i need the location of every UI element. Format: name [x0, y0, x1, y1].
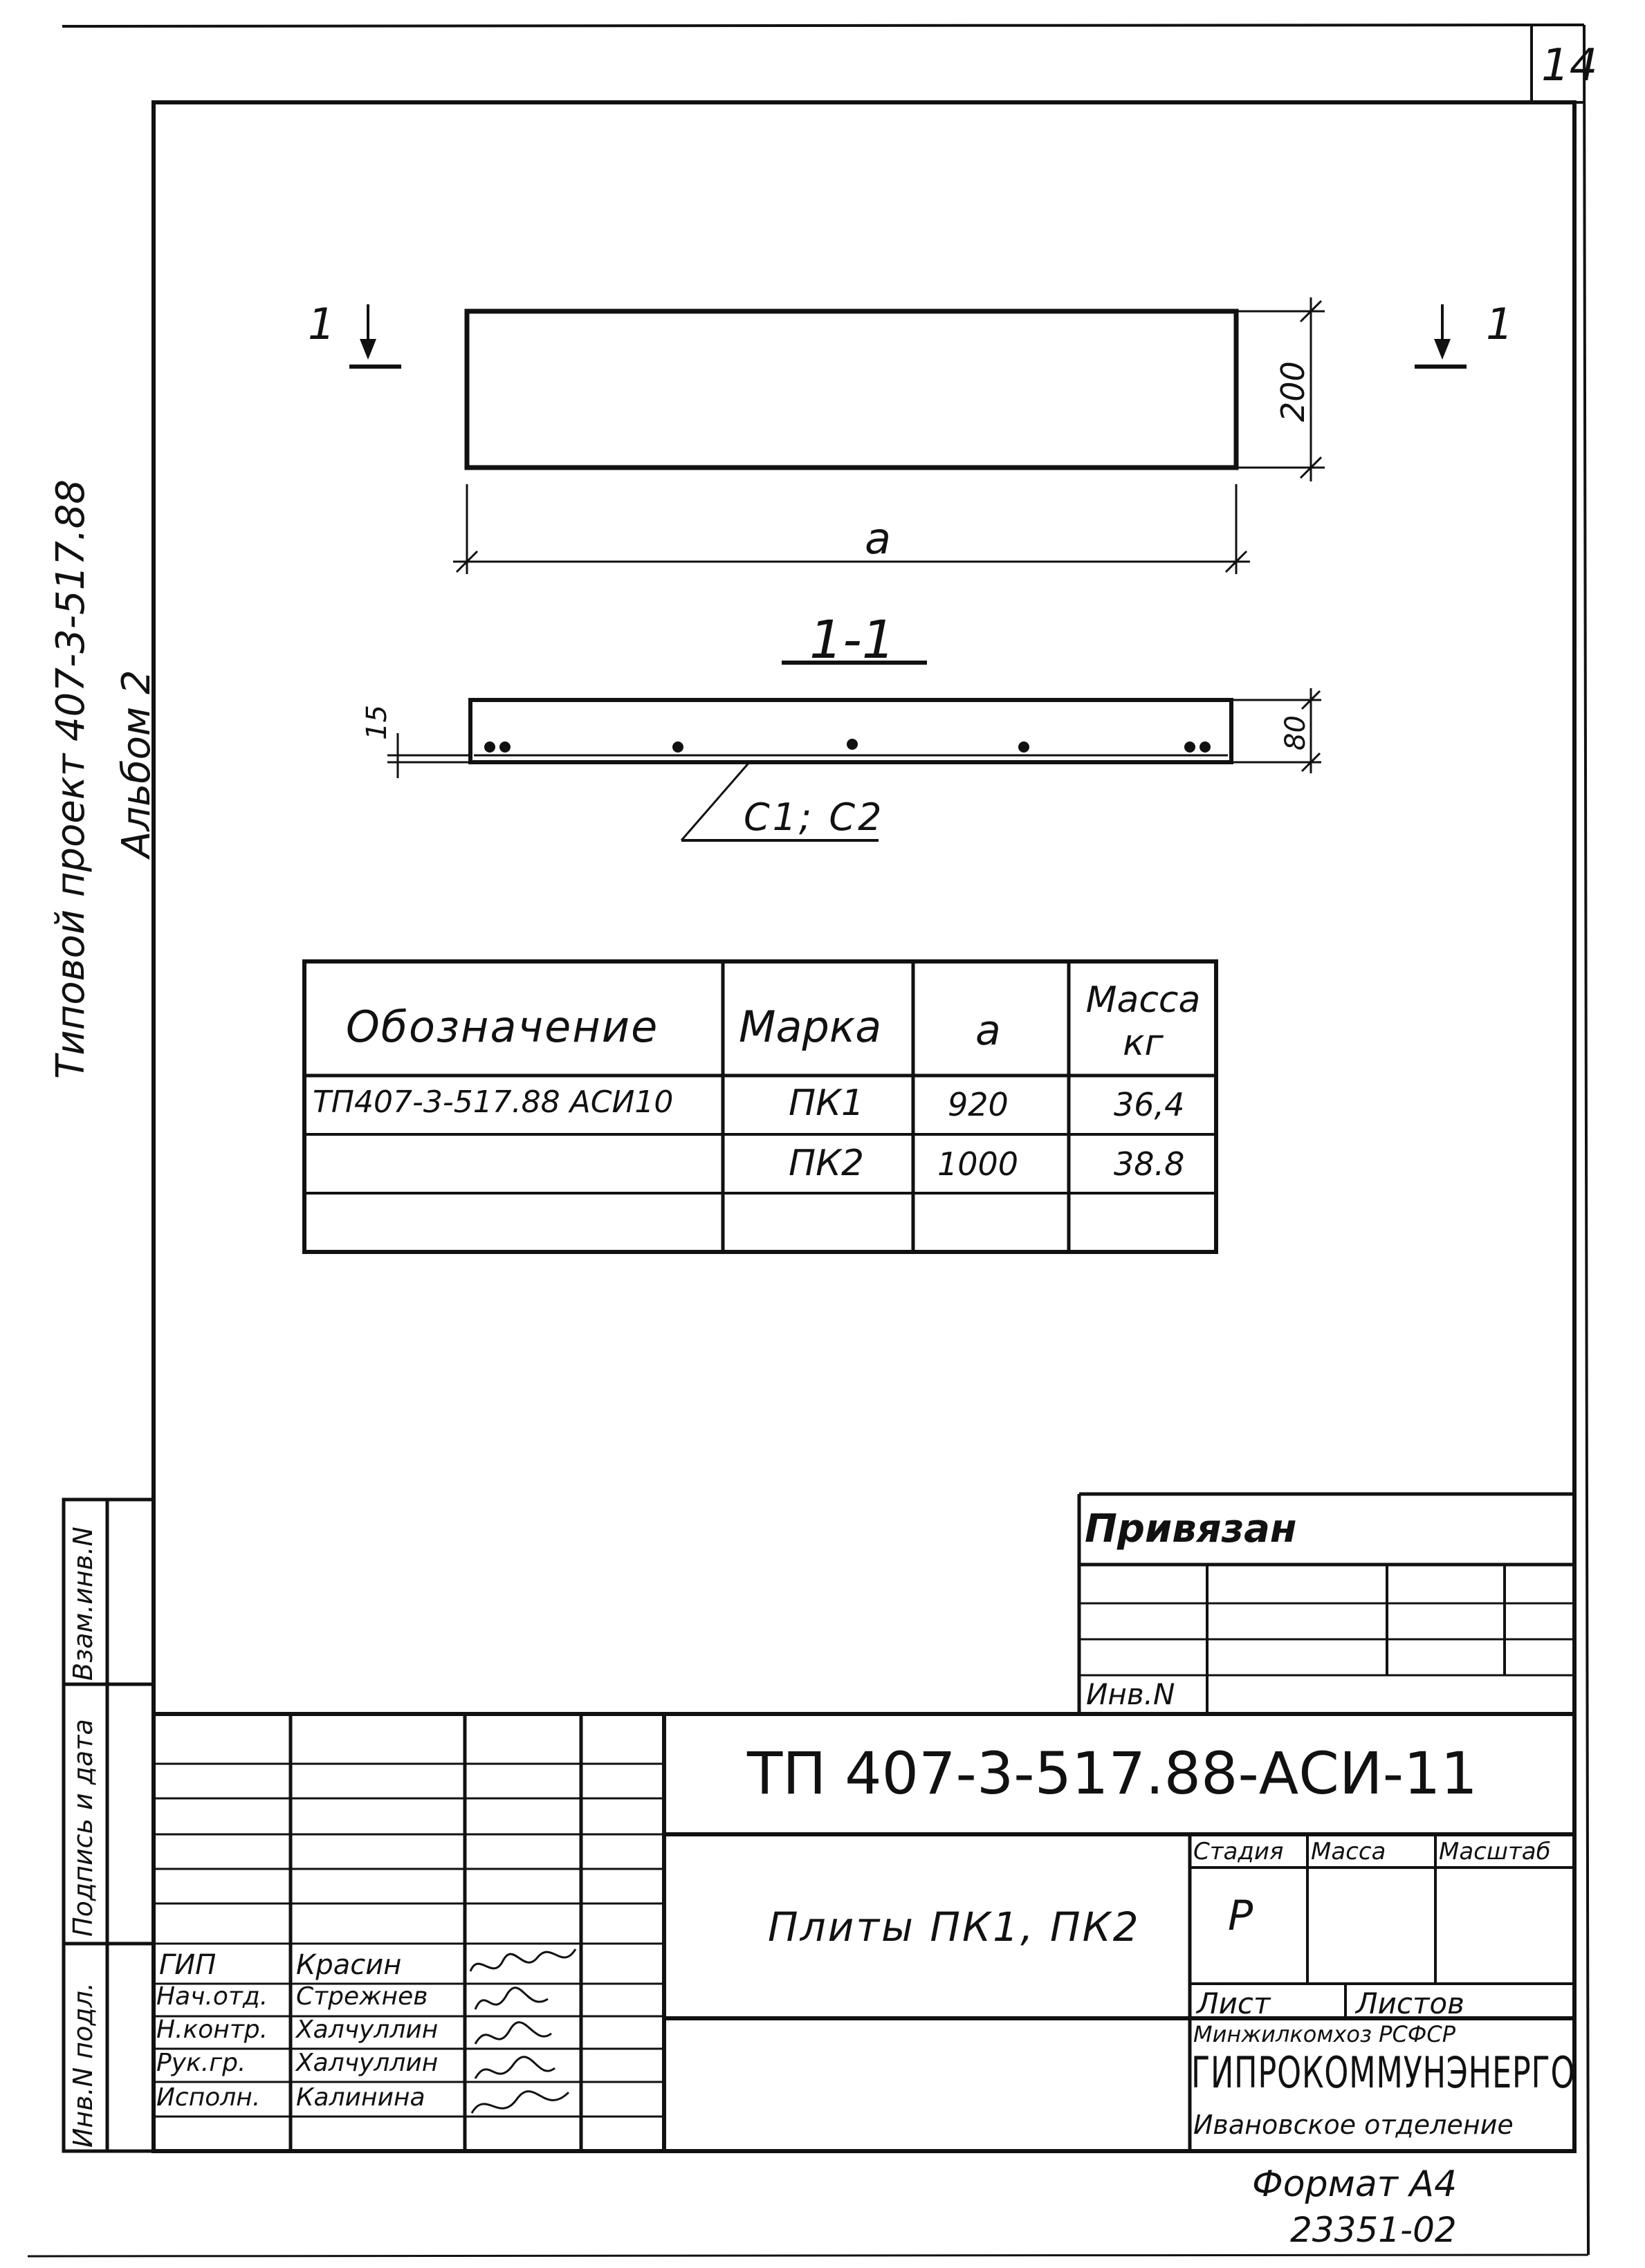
signatures: [465, 1944, 581, 2151]
role-executor: Исполн.: [156, 2083, 261, 2112]
spec-row1-designation: ТП407-3-517.88 АСИ10: [313, 1085, 674, 1120]
sheet-label: Лист: [1197, 1986, 1271, 2020]
name-norm-control: Халчуллин: [296, 2016, 439, 2044]
format-label: Формат А4: [1252, 2164, 1458, 2205]
spec-row2-mark: ПК2: [789, 1143, 865, 1184]
section-mark-left: 1: [308, 299, 336, 349]
rebar-dot: [499, 741, 511, 753]
spec-row2-mass: 38.8: [1114, 1145, 1185, 1183]
spec-row2-a: 1000: [937, 1145, 1019, 1183]
document-title: Плиты ПК1, ПК2: [768, 1903, 1141, 1951]
spec-row1-mark: ПК1: [789, 1082, 865, 1124]
dim-thickness-label: 80: [1280, 715, 1312, 750]
rebar-callout: С1; С2: [744, 795, 885, 839]
side-note-album: Альбом 2: [114, 670, 159, 858]
rebar-dot: [1018, 741, 1029, 753]
binding-title: Привязан: [1085, 1506, 1297, 1551]
rebar-dot: [1184, 741, 1195, 753]
sheet-number: 14: [1541, 40, 1598, 91]
section-title: 1-1: [809, 609, 896, 670]
document-code: ТП 407-3-517.88-АСИ-11: [747, 1740, 1478, 1807]
name-gip: Красин: [296, 1949, 402, 1981]
org-ministry: Минжилкомхоз РСФСР: [1193, 2021, 1455, 2047]
name-group-lead: Халчуллин: [296, 2049, 439, 2077]
spec-header-mass: Масса кг: [1085, 979, 1201, 1064]
rebar-dot: [484, 741, 495, 753]
spec-row1-a: 920: [948, 1086, 1009, 1123]
rebar-dot: [847, 739, 858, 750]
stamp-label-original-inv: Инв.N подл.: [68, 1982, 98, 2148]
scale-label: Масштаб: [1439, 1838, 1551, 1865]
plate-plan-view: [467, 311, 1236, 468]
spec-header-a: а: [975, 1006, 1001, 1055]
spec-header-mark: Марка: [739, 1002, 882, 1052]
binding-inv-label: Инв.N: [1086, 1677, 1175, 1711]
name-executor: Калинина: [296, 2083, 425, 2112]
stage-label: Стадия: [1193, 1838, 1284, 1865]
section-mark-right: 1: [1486, 299, 1514, 349]
dim-height-label: 200: [1274, 361, 1312, 422]
rebar-dot: [1200, 741, 1211, 753]
dim-cover-label: 15: [361, 705, 393, 740]
role-gip: ГИП: [159, 1949, 217, 1981]
archive-number: 23351-02: [1290, 2210, 1457, 2250]
role-norm-control: Н.контр.: [156, 2016, 268, 2044]
stage-value: Р: [1228, 1892, 1253, 1940]
side-note-project: Типовой проект 407-3-517.88: [48, 479, 93, 1079]
role-group-lead: Рук.гр.: [156, 2049, 246, 2077]
plate-section-view: [470, 700, 1231, 762]
org-branch: Ивановское отделение: [1193, 2110, 1514, 2140]
spec-header-designation: Обозначение: [346, 1002, 659, 1052]
name-head-dept: Стрежнев: [296, 1982, 428, 2011]
stamp-label-replace-inv: Взам.инв.N: [68, 1527, 98, 1681]
stamp-label-signature-date: Подпись и дата: [68, 1719, 98, 1937]
dim-length-label: a: [865, 513, 891, 564]
role-head-dept: Нач.отд.: [156, 1982, 268, 2011]
org-name: ГИПРОКОММУНЭНЕРГО: [1191, 2047, 1576, 2098]
mass-label: Масса: [1311, 1838, 1386, 1865]
spec-row1-mass: 36,4: [1114, 1086, 1185, 1123]
rebar-dot: [672, 741, 683, 753]
sheets-label: Листов: [1356, 1986, 1464, 2020]
